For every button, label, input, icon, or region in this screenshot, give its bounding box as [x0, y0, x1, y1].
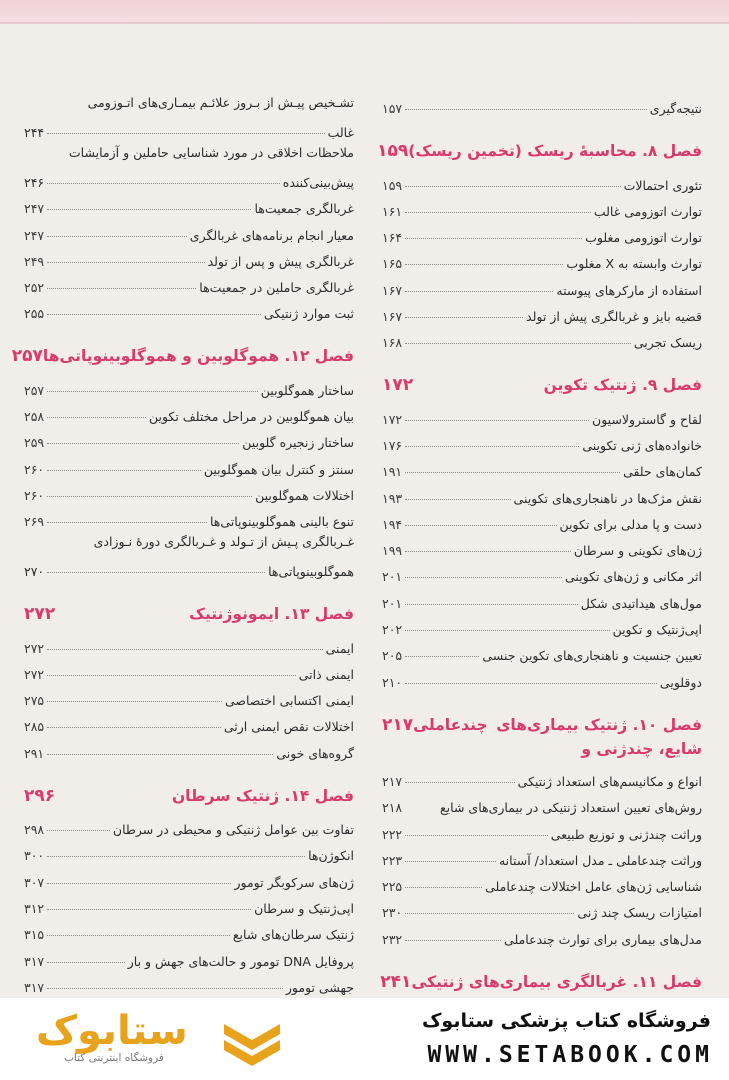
entry-page: ۲۴۷ — [24, 227, 45, 243]
entry-page: ۱۶۴ — [382, 230, 403, 246]
entry-text: گروه‌های خونی — [276, 745, 354, 761]
entry-text: نتیجه‌گیری — [649, 101, 702, 117]
entry-text: روش‌های تعیین استعداد ژنتیکی در بیماری‌های شایع — [440, 800, 702, 816]
store-url[interactable]: WWW.SETABOOK.COM — [427, 1042, 713, 1068]
leader-dots — [47, 727, 221, 728]
leader-dots — [47, 183, 280, 184]
entry-page: ۲۴۹ — [24, 253, 45, 269]
entry-page: ۲۰۱ — [382, 569, 403, 585]
entry-text: غربالگری حاملین در جمعیت‌ها — [199, 280, 354, 296]
chapter-page: ۱۷۲ — [382, 375, 414, 396]
leader-dots — [405, 835, 548, 836]
entry-page: ۱۶۱ — [382, 203, 403, 219]
entry-line2 — [24, 555, 354, 579]
leader-dots — [47, 236, 187, 237]
entry-text: معیار انجام برنامه‌های غربالگری — [189, 227, 354, 243]
entry-page: ۲۴۷ — [24, 201, 45, 217]
entry-page: ۲۴۶ — [24, 175, 45, 190]
entry-text: امتیازات ریسک چند ژنی — [577, 905, 702, 921]
entry-page: ۱۹۹ — [382, 543, 403, 559]
leader-dots — [47, 262, 204, 263]
entry-page: ۲۵۲ — [24, 280, 45, 296]
toc-entry[interactable] — [382, 637, 702, 663]
chapter-title-cont: چندعاملی — [413, 715, 488, 734]
section-gap — [24, 321, 354, 343]
entry-text: اختلالات نقص ایمنی ارثی — [223, 719, 354, 735]
leader-dots — [47, 649, 322, 650]
entry-text: انکوژن‌ها — [308, 848, 354, 864]
entry-text: جهشی تومور — [285, 979, 354, 995]
entry-page: ۳۱۵ — [24, 927, 45, 943]
toc-entry[interactable] — [382, 815, 702, 841]
leader-dots — [47, 701, 222, 702]
chapter-title: فصل ۱۰. ژنتیک بیماری‌های شایع، چندژنی و — [496, 715, 702, 758]
entry-text: لقاح و گاسترولاسیون — [592, 411, 702, 427]
entry-text: ثبت موارد ژنتیکی — [263, 306, 354, 322]
entry-page: ۳۰۷ — [24, 874, 45, 890]
leader-dots — [47, 133, 324, 134]
entry-text: تشـخیص پیـش از بـروز علائـم بیمـاری‌های اتـوزومی — [87, 95, 354, 110]
entry-page: ۲۶۹ — [24, 514, 45, 530]
entry-text: ایمنی ذاتی — [298, 666, 354, 682]
leader-dots — [47, 417, 146, 418]
leader-dots — [405, 212, 591, 213]
toc-entry[interactable] — [24, 863, 354, 889]
leader-dots — [405, 317, 523, 318]
leader-dots — [47, 935, 230, 936]
chapter-title: فصل ۱۳. ایمونوژنتیک — [189, 605, 354, 624]
leader-dots — [405, 420, 589, 421]
entry-page: ۳۰۰ — [24, 848, 45, 864]
entry-page: ۱۷۲ — [382, 411, 403, 427]
entry-text: اپی‌ژنتیک و سرطان — [254, 900, 354, 916]
entry-page: ۱۹۴ — [382, 516, 403, 532]
toc-entry[interactable] — [382, 245, 702, 271]
toc-entry[interactable] — [24, 656, 354, 682]
entry-text-cont: غالب — [327, 125, 354, 140]
leader-dots — [405, 291, 553, 292]
toc-entry[interactable] — [24, 629, 354, 655]
store-name: فروشگاه کتاب پزشکی ستابوک — [421, 1010, 711, 1032]
leader-dots — [405, 940, 501, 941]
entry-text: اختلالات هموگلوبین — [255, 487, 354, 503]
toc-entry[interactable] — [382, 868, 702, 894]
toc-entry[interactable] — [382, 842, 702, 868]
toc-entry[interactable] — [24, 90, 354, 140]
entry-page: ۲۰۵ — [382, 648, 403, 664]
entry-page: ۱۹۱ — [382, 464, 403, 480]
toc-entry[interactable] — [382, 920, 702, 946]
leader-dots — [47, 209, 251, 210]
toc-entry[interactable] — [24, 708, 354, 734]
leader-dots — [47, 496, 252, 497]
leader-dots — [405, 604, 578, 605]
entry-text: ژنتیک سرطان‌های شایع — [232, 927, 354, 943]
entry-text: تئوری احتمالات — [623, 177, 702, 193]
entry-page: ۲۷۰ — [24, 564, 45, 580]
entry-page: ۲۳۲ — [382, 931, 403, 947]
entry-text: اپی‌ژنتیک و تکوین — [612, 622, 702, 638]
leader-dots — [405, 186, 620, 187]
entry-text: ریسک تجربی — [633, 335, 702, 351]
toc-entry[interactable] — [24, 398, 354, 424]
toc-entry[interactable] — [24, 140, 354, 190]
entry-text: اثر مکانی و ژن‌های تکوینی — [565, 569, 702, 585]
chapter-heading[interactable] — [24, 783, 354, 809]
leader-dots — [405, 656, 479, 657]
entry-page: ۲۰۱ — [382, 595, 403, 611]
chapter-heading[interactable] — [11, 343, 354, 369]
entry-text: توارث وابسته به X مغلوب — [566, 256, 702, 272]
entry-text: توارث اتوزومی غالب — [593, 203, 702, 219]
entry-text: وراثت چندعاملی ـ مدل استعداد/ آستانه — [498, 852, 702, 868]
entry-text: ایمنی اکتسابی اختصاصی — [224, 693, 354, 709]
entry-page: ۲۹۱ — [24, 745, 45, 761]
chapter-heading[interactable] — [24, 601, 354, 627]
leader-dots — [405, 861, 496, 862]
toc-entry[interactable] — [382, 894, 702, 920]
setabook-logo[interactable] — [28, 1008, 283, 1070]
toc-entry[interactable] — [382, 532, 702, 558]
entry-text-cont: هموگلوبینوپاتی‌ها — [268, 564, 354, 580]
entry-text: غربالگری پیش و پس از تولد — [207, 253, 354, 269]
leader-dots — [47, 522, 207, 523]
entry-text: نقش مژک‌ها در ناهنجاری‌های تکوینی — [513, 490, 702, 506]
toc-entry[interactable] — [24, 942, 354, 968]
chapter-heading[interactable] — [382, 969, 702, 995]
toc-entry[interactable] — [382, 90, 702, 116]
toc-entry[interactable] — [24, 424, 354, 450]
entry-text: خانواده‌های ژنی تکوینی — [582, 437, 702, 453]
leader-dots — [405, 551, 571, 552]
toc-entry[interactable] — [382, 166, 702, 192]
leader-dots — [405, 499, 510, 500]
section-gap — [382, 116, 702, 138]
entry-text: ژن‌های تکوینی و سرطان — [573, 543, 702, 559]
leader-dots — [405, 577, 562, 578]
entry-text: استفاده از مارکرهای پیوسته — [556, 282, 702, 298]
toc-entry[interactable] — [382, 506, 702, 532]
leader-dots — [47, 909, 251, 910]
entry-page: ۲۱۰ — [382, 674, 403, 690]
chapter-heading[interactable] — [382, 712, 702, 761]
toc-entry[interactable] — [382, 400, 702, 426]
entry-page: ۳۱۲ — [24, 900, 45, 916]
section-gap — [382, 350, 702, 372]
entry-text: سنتز و کنترل بیان هموگلوبین — [203, 461, 354, 477]
toc-entry[interactable] — [382, 271, 702, 297]
toc-entry[interactable] — [382, 611, 702, 637]
toc-entry[interactable] — [24, 529, 354, 579]
entry-page: ۲۱۸ — [382, 800, 403, 816]
toc-entry[interactable] — [24, 969, 354, 995]
chapter-page: ۲۱۷ — [382, 714, 414, 735]
entry-text: بیان هموگلوبین در مراحل مختلف تکوین — [148, 409, 354, 425]
toc-right-column — [377, 90, 702, 1000]
entry-page: ۱۶۷ — [382, 282, 403, 298]
leader-dots — [47, 391, 258, 392]
toc-left-column — [11, 90, 354, 995]
entry-text: دوقلویی — [659, 674, 702, 690]
entry-page: ۲۹۸ — [24, 822, 45, 838]
entry-text: تنوع بالینی هموگلوبینوپاتی‌ها — [209, 514, 354, 530]
entry-page: ۱۶۵ — [382, 256, 403, 272]
chapter-title: فصل ۱۴. ژنتیک سرطان — [171, 786, 354, 805]
entry-page: ۲۱۷ — [382, 773, 403, 789]
leader-dots — [47, 962, 125, 963]
chapter-page: ۲۴۱ — [380, 971, 412, 992]
toc-entry[interactable] — [382, 479, 702, 505]
leader-dots — [405, 525, 556, 526]
entry-text: ژن‌های سرکوبگر تومور — [234, 874, 354, 890]
toc-entry[interactable] — [382, 789, 702, 815]
entry-page: ۲۰۲ — [382, 622, 403, 638]
leader-dots — [47, 470, 201, 471]
toc-entry[interactable] — [382, 298, 702, 324]
toc-entry[interactable] — [382, 453, 702, 479]
entry-page: ۳۱۷ — [24, 953, 45, 969]
toc-entry[interactable] — [24, 216, 354, 242]
toc-entry[interactable] — [24, 190, 354, 216]
entry-text: ایمنی — [325, 640, 354, 656]
entry-text: توارث اتوزومی مغلوب — [585, 230, 702, 246]
section-gap — [24, 579, 354, 601]
entry-text: انواع و مکانیسم‌های استعداد ژنتیکی — [517, 773, 702, 789]
entry-page: ۱۶۸ — [382, 335, 403, 351]
entry-text: تعیین جنسیت و ناهنجاری‌های تکوین جنسی — [482, 648, 702, 664]
toc-entry[interactable] — [382, 324, 702, 350]
entry-text: ساختار زنجیره گلوبین — [242, 435, 354, 451]
book-page — [0, 22, 729, 1000]
chapter-title: فصل ۱۲. هموگلوبین و هموگلوبینوپاتی‌ها — [42, 347, 354, 366]
section-gap — [24, 761, 354, 783]
entry-text: تفاوت بین عوامل ژنتیکی و محیطی در سرطان — [112, 822, 354, 838]
entry-text: غربالگری جمعیت‌ها — [254, 201, 354, 217]
entry-page: ۱۶۷ — [382, 309, 403, 325]
entry-line2 — [24, 116, 354, 140]
chapter-page: ۲۵۷ — [11, 346, 43, 367]
toc-entry[interactable] — [24, 682, 354, 708]
entry-page: ۲۶۰ — [24, 487, 45, 503]
toc-entry[interactable] — [24, 916, 354, 942]
entry-page: ۲۵۵ — [24, 306, 45, 322]
entry-line2 — [24, 166, 354, 190]
entry-text-cont: پیش‌بینی‌کننده — [282, 175, 354, 190]
chapter-heading[interactable] — [377, 138, 702, 164]
chevrons-icon — [220, 1018, 284, 1068]
toc-entry[interactable] — [24, 837, 354, 863]
toc-entry[interactable] — [24, 734, 354, 760]
entry-text: قضیه بایز و غربالگری پیش از تولد — [526, 309, 702, 325]
toc-entry[interactable] — [382, 763, 702, 789]
section-gap — [382, 947, 702, 969]
entry-text: غـربالگری پـیش از تـولد و غـربالگری دورهٔ نـوزادی — [93, 534, 354, 550]
leader-dots — [405, 343, 631, 344]
entry-text: شناسایی ژن‌های عامل اختلالات چندعاملی — [485, 879, 702, 895]
leader-dots — [47, 675, 296, 676]
leader-dots — [47, 988, 283, 989]
entry-page: ۲۷۲ — [24, 640, 45, 656]
entry-page: ۲۷۲ — [24, 666, 45, 682]
chapter-title: فصل ۸. محاسبهٔ ریسک (تخمین ریسک) — [408, 142, 702, 161]
chapter-page: ۱۵۹ — [377, 141, 409, 162]
section-gap — [382, 690, 702, 712]
entry-page: ۲۵۷ — [24, 382, 45, 398]
toc-entry[interactable] — [382, 193, 702, 219]
toc-entry[interactable] — [382, 427, 702, 453]
chapter-heading[interactable] — [382, 372, 702, 398]
leader-dots — [405, 446, 579, 447]
leader-dots — [405, 264, 563, 265]
toc-entry[interactable] — [24, 890, 354, 916]
toc-entry[interactable] — [382, 558, 702, 584]
leader-dots — [47, 856, 305, 857]
entry-page: ۱۷۶ — [382, 437, 403, 453]
entry-text: ساختار هموگلوبین — [260, 382, 354, 398]
chapter-page: ۲۹۶ — [24, 785, 56, 806]
leader-dots — [47, 314, 261, 315]
leader-dots — [405, 887, 482, 888]
entry-page: ۱۵۹ — [382, 177, 403, 193]
leader-dots — [405, 238, 582, 239]
entry-page: ۲۵۸ — [24, 409, 45, 425]
leader-dots — [405, 109, 647, 110]
entry-text: مول‌های هیداتیدی شکل — [580, 595, 702, 611]
leader-dots — [405, 630, 609, 631]
chapter-title-line2 — [382, 712, 488, 738]
entry-text: پروفایل DNA تومور و حالت‌های جهش و بار — [127, 953, 354, 969]
entry-page: ۲۲۵ — [382, 879, 403, 895]
toc-entry[interactable] — [382, 219, 702, 245]
toc-entry[interactable] — [24, 269, 354, 295]
entry-page: ۳۱۷ — [24, 979, 45, 995]
toc-entry[interactable] — [24, 503, 354, 529]
leader-dots — [405, 913, 574, 914]
entry-page: ۲۴۴ — [24, 125, 45, 140]
leader-dots — [405, 782, 515, 783]
entry-page: ۲۲۲ — [382, 826, 403, 842]
chapter-title: فصل ۹. ژنتیک تکوین — [543, 376, 702, 395]
leader-dots — [47, 883, 231, 884]
leader-dots — [47, 830, 110, 831]
entry-text: وراثت چندژنی و توزیع طبیعی — [550, 826, 702, 842]
leader-dots — [405, 683, 657, 684]
store-footer — [0, 998, 729, 1080]
entry-page: ۲۸۵ — [24, 719, 45, 735]
leader-dots — [47, 288, 196, 289]
entry-page: ۲۵۹ — [24, 435, 45, 451]
entry-text: ملاحظات اخلاقی در مورد شناسایی حاملین و آزمایشات — [68, 145, 354, 160]
chapter-page: ۲۷۲ — [24, 604, 56, 625]
leader-dots — [47, 443, 239, 444]
entry-page: ۱۵۷ — [382, 101, 403, 117]
entry-page: ۱۹۳ — [382, 490, 403, 506]
toc-entry[interactable] — [382, 663, 702, 689]
toc-entry[interactable] — [24, 450, 354, 476]
toc-entry[interactable] — [24, 811, 354, 837]
entry-text: مدل‌های بیماری برای توارث چندعاملی — [504, 931, 702, 947]
entry-text: کمان‌های حلقی — [623, 464, 702, 480]
toc-entry[interactable] — [24, 295, 354, 321]
leader-dots — [47, 572, 265, 573]
leader-dots — [405, 472, 620, 473]
entry-page: ۲۲۳ — [382, 852, 403, 868]
toc-entry[interactable] — [24, 243, 354, 269]
toc-entry[interactable] — [382, 584, 702, 610]
entry-page: ۲۷۵ — [24, 693, 45, 709]
entry-page: ۲۳۰ — [382, 905, 403, 921]
toc-entry[interactable] — [24, 477, 354, 503]
chapter-title: فصل ۱۱. غربالگری بیماری‌های ژنتیکی — [411, 972, 702, 991]
toc-entry[interactable] — [24, 371, 354, 397]
logo-wordmark: ستابوک — [36, 1008, 188, 1054]
logo-tagline: فروشگاه اینترنتی کتاب — [64, 1052, 164, 1064]
entry-page: ۲۶۰ — [24, 461, 45, 477]
leader-dots — [47, 754, 273, 755]
entry-text: دست و پا مدلی برای تکوین — [559, 516, 702, 532]
